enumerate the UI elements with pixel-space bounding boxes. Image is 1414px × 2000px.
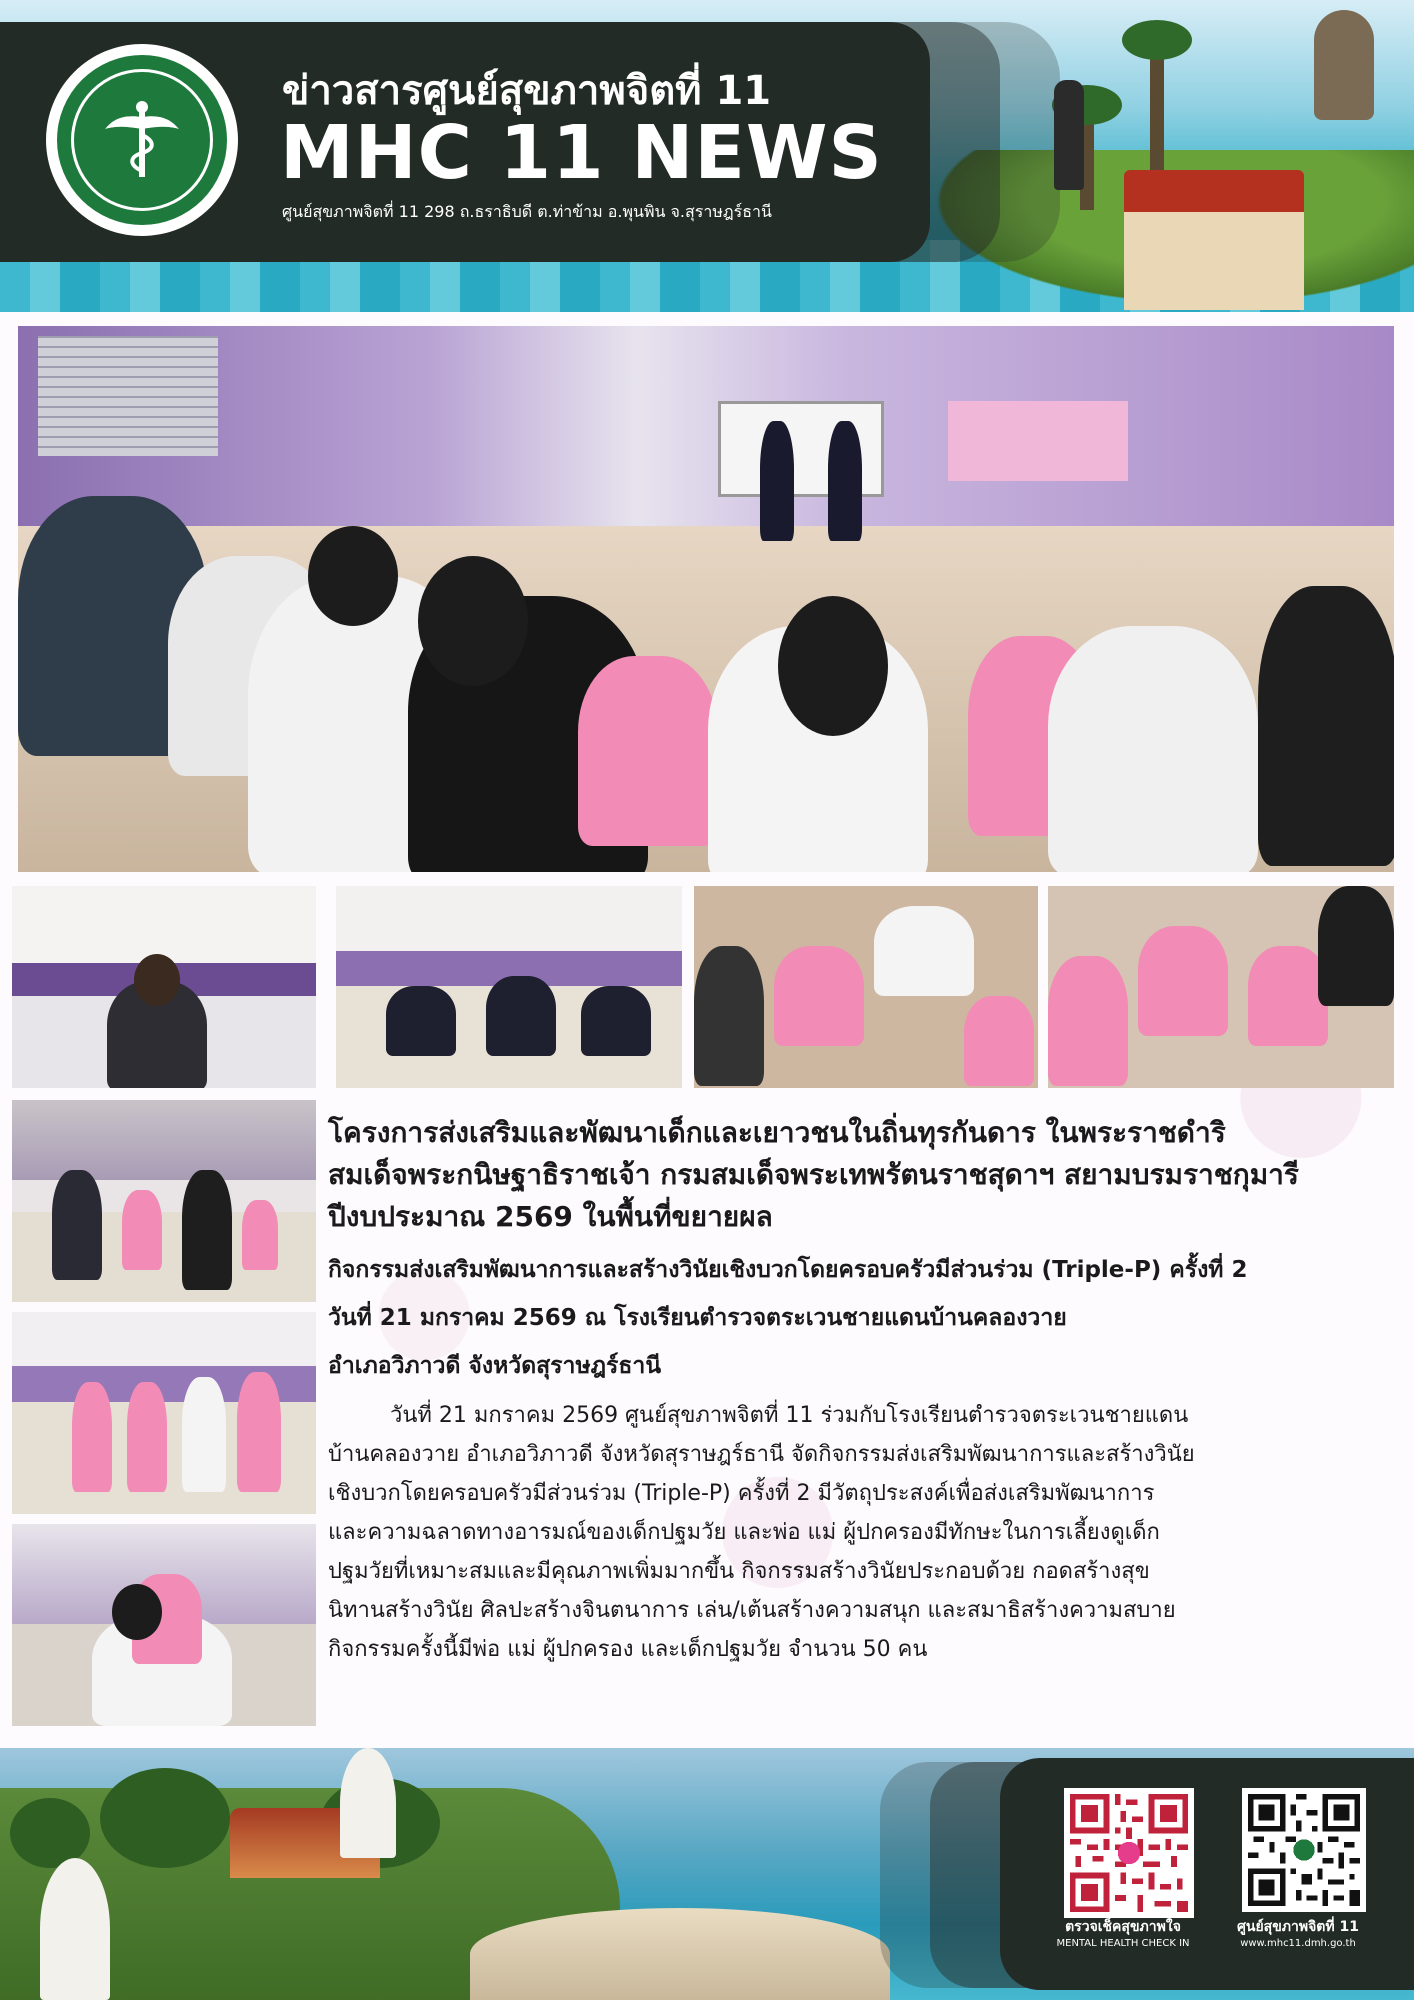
photo-window [38, 336, 218, 456]
newsletter-title-english: MHC 11 NEWS [280, 110, 883, 196]
newsletter-title-thai: ข่าวสารศูนย์สุขภาพจิตที่ 11 [282, 68, 772, 114]
child-participant [237, 1372, 281, 1492]
qr-caption-website [1218, 1916, 1378, 1949]
parent-participant [1318, 886, 1394, 1006]
photo-wall [12, 1100, 316, 1180]
headline-line: สมเด็จพระกนิษฐาธิราชเจ้า กรมสมเด็จพระเทพรัตนราชสุดาฯ สยามบรมราชกุมารี [328, 1158, 1299, 1191]
logo-emblem-circle [57, 55, 227, 225]
seated-participant [1258, 586, 1394, 866]
palm-leaves [1122, 20, 1192, 60]
child-participant [242, 1200, 278, 1270]
child-participant [1248, 946, 1328, 1046]
child-participant [127, 1382, 167, 1492]
child-participant [1138, 926, 1228, 1036]
child-participant [774, 946, 864, 1046]
subhead-line: อำเภอวิภาวดี จังหวัดสุราษฎร์ธานี [328, 1353, 662, 1379]
photo-speaker [12, 886, 316, 1088]
qr-code-mhc11-website[interactable] [1242, 1788, 1366, 1912]
qr-code-mental-health-check[interactable] [1064, 1788, 1194, 1918]
photo-wall [18, 326, 1394, 526]
child-participant [964, 996, 1034, 1086]
participant-head [418, 556, 528, 686]
stupa-decoration [40, 1858, 110, 2000]
qr-caption-english: MENTAL HEALTH CHECK IN [1056, 1938, 1190, 1949]
moph-logo [46, 44, 238, 236]
qr-code-icon [1070, 1794, 1188, 1912]
photo-children-standing [12, 1312, 316, 1514]
article [328, 1112, 1398, 1669]
staff-figure [581, 986, 651, 1056]
child-participant [578, 656, 718, 846]
event-banner [948, 401, 1128, 481]
tree-decoration [100, 1768, 230, 1868]
participant-head [778, 596, 888, 736]
body-line: ปฐมวัยที่เหมาะสมและมีคุณภาพเพิ่มมากขึ้น กิจกรรมสร้างวินัยประกอบด้วย กอดสร้างสุข [328, 1559, 1150, 1584]
photo-wall [336, 886, 682, 986]
article-headline [328, 1112, 1398, 1238]
qr-caption-thai: ศูนย์สุขภาพจิตที่ 11 [1237, 1919, 1359, 1935]
body-line: และความฉลาดทางอารมณ์ของเด็กปฐมวัย และพ่อ แม่ ผู้ปกครองมีทักษะในการเลี้ยงดูเด็ก [328, 1520, 1160, 1545]
seated-participant [1048, 626, 1258, 872]
subhead-line: วันที่ 21 มกราคม 2569 ณ โรงเรียนตำรวจตระเวนชายแดนบ้านคลองวาย [328, 1305, 1067, 1331]
parent-participant [694, 946, 764, 1086]
parent-head [112, 1584, 162, 1640]
stupa-decoration [340, 1748, 396, 1858]
body-line: บ้านคลองวาย อำเภอวิภาวดี จังหวัดสุราษฎร์ธานี จัดกิจกรรมส่งเสริมพัฒนาการและสร้างวินัย [328, 1442, 1195, 1467]
qr-caption-mental-health [1040, 1916, 1206, 1949]
headline-line: ปีงบประมาณ 2569 ในพื้นที่ขยายผล [328, 1200, 773, 1233]
speaker-head [134, 954, 180, 1006]
body-line: เชิงบวกโดยครอบครัวมีส่วนร่วม (Triple-P) ครั้งที่ 2 มีวัตถุประสงค์เพื่อส่งเสริมพัฒนาการ [328, 1481, 1155, 1506]
parent-participant [874, 906, 974, 996]
qr-caption-thai: ตรวจเช็คสุขภาพใจ [1065, 1919, 1181, 1935]
body-line: นิทานสร้างวินัย ศิลปะสร้างจินตนาการ เล่น/เต้นสร้างความสนุก และสมาธิสร้างความสบาย [328, 1598, 1176, 1623]
beach-decoration [470, 1908, 890, 2000]
parent-participant [182, 1170, 232, 1290]
temple-decoration [1124, 170, 1304, 310]
photo-group-hall [12, 1100, 316, 1302]
parent-participant [52, 1170, 102, 1280]
body-line: กิจกรรมครั้งนี้มีพ่อ แม่ ผู้ปกครอง และเด็กปฐมวัย จำนวน 50 คน [328, 1637, 928, 1662]
photo-children-activity [1048, 886, 1394, 1088]
photo-children-drawing [694, 886, 1038, 1088]
child-participant [72, 1382, 112, 1492]
staff-figure [386, 986, 456, 1056]
staff-figure [486, 976, 556, 1056]
child-participant [182, 1377, 226, 1492]
qr-code-icon [1248, 1794, 1360, 1906]
participant-head [308, 526, 398, 626]
website-url: www.mhc11.dmh.go.th [1240, 1938, 1356, 1949]
child-participant [1048, 956, 1128, 1086]
photo-staff-seated [336, 886, 682, 1088]
body-line: วันที่ 21 มกราคม 2569 ศูนย์สุขภาพจิตที่ 11 ร่วมกับโรงเรียนตำรวจตระเวนชายแดน [390, 1403, 1189, 1428]
article-subheading [328, 1246, 1398, 1390]
main-activity-photo [18, 326, 1394, 872]
headline-line: โครงการส่งเสริมและพัฒนาเด็กและเยาวชนในถิ่นทุรกันดาร ในพระราชดำริ [328, 1116, 1226, 1149]
speaker-figure [828, 421, 862, 541]
child-participant [122, 1190, 162, 1270]
article-body [328, 1396, 1398, 1669]
center-address: ศูนย์สุขภาพจิตที่ 11 298 ถ.ธราธิบดี ต.ท่าข้าม อ.พุนพิน จ.สุราษฎร์ธานี [282, 202, 772, 221]
palm-trunk [1150, 40, 1164, 180]
speaker-figure [760, 421, 794, 541]
subhead-line: กิจกรรมส่งเสริมพัฒนาการและสร้างวินัยเชิงบวกโดยครอบครัวมีส่วนร่วม (Triple-P) ครั้งที่ 2 [328, 1257, 1248, 1283]
photo-parent-hug [12, 1524, 316, 1726]
logo-ring [71, 69, 213, 211]
limestone-rock-decoration [1314, 10, 1374, 120]
